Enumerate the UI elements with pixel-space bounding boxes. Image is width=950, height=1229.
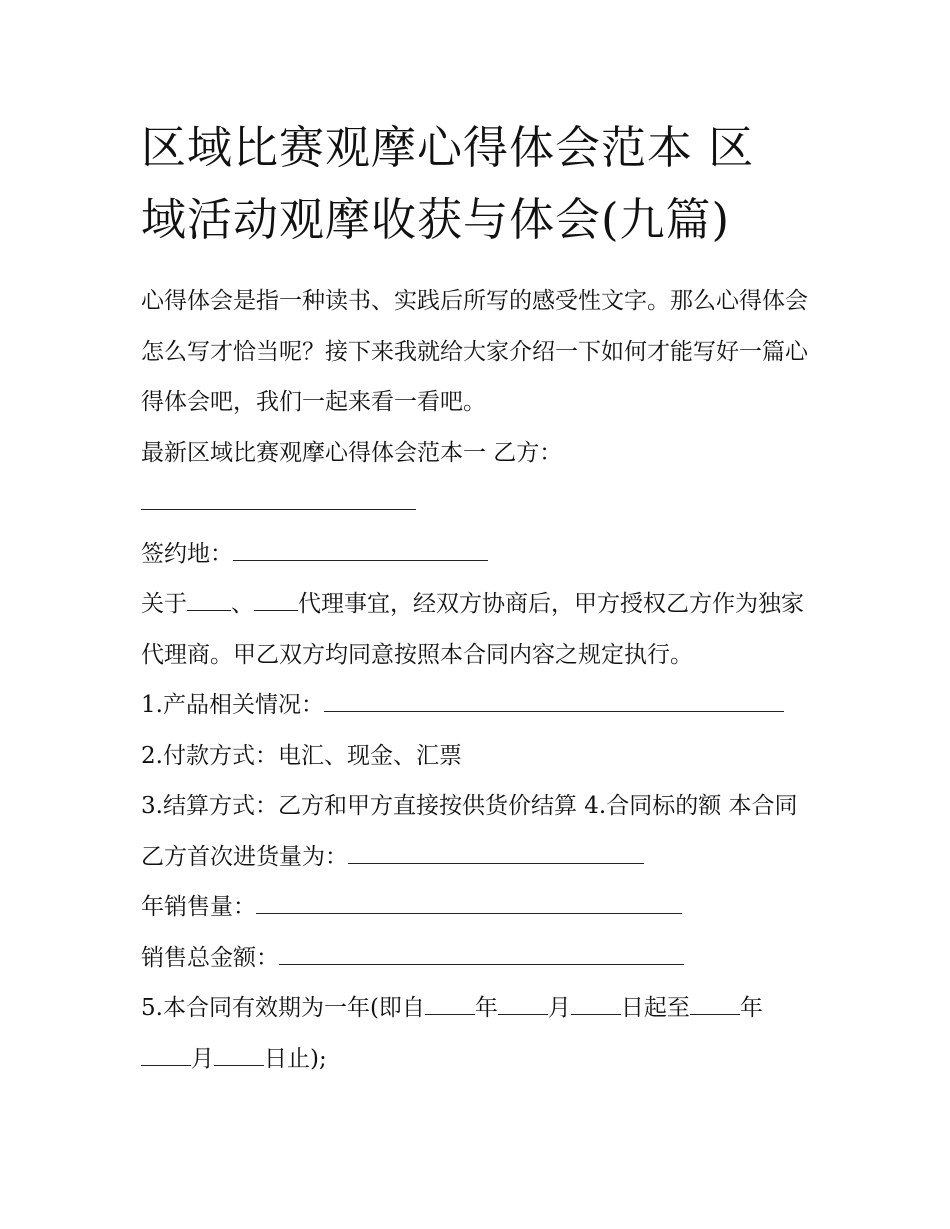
total-sales-blank [279, 938, 684, 965]
document-title [141, 112, 811, 256]
party-b-blank-line [141, 478, 811, 529]
item-5-paragraph [141, 983, 811, 1084]
sign-place-label: 签约地： [141, 540, 233, 567]
start-day-label: 日起至 [620, 995, 690, 1021]
start-year-label: 年 [474, 995, 498, 1021]
agency-blank-2 [254, 584, 298, 611]
agency-prefix: 关于 [141, 591, 187, 617]
item-1-line [141, 680, 811, 731]
start-month-label: 月 [547, 995, 571, 1021]
section-heading: 最新区域比赛观摩心得体会范本一 乙方： [141, 439, 563, 466]
party-b-blank [141, 483, 416, 510]
start-month-blank [498, 988, 548, 1015]
annual-sales-line [141, 882, 811, 933]
item-1-label: 1.产品相关情况： [141, 692, 324, 718]
start-day-blank [571, 988, 621, 1015]
start-year-blank [425, 988, 475, 1015]
intro-paragraph: 心得体会是指一种读书、实践后所写的感受性文字。那么心得体会怎么写才恰当呢？接下来我就给大家介绍一下如何才能写好一篇心得体会吧，我们一起来看一看吧。 [141, 288, 808, 415]
end-year-label: 年 [739, 995, 763, 1021]
item-2-line: 2.付款方式：电汇、现金、汇票 [141, 742, 462, 769]
end-month-label: 月 [191, 1045, 214, 1072]
item-5-prefix: 5.本合同有效期为一年(即自 [141, 995, 425, 1021]
item-3-text: 3.结算方式：乙方和甲方直接按供货价结算 4.合同标的额 本合同乙方首次进货量为： [141, 793, 798, 870]
document-page [141, 112, 811, 1084]
total-sales-label: 销售总金额： [141, 944, 279, 971]
sign-place-blank [233, 534, 488, 561]
agency-sep: 、 [231, 591, 254, 617]
sign-place-line [141, 529, 811, 580]
end-day-blank [214, 1039, 264, 1066]
annual-sales-blank [256, 887, 682, 914]
end-year-blank [690, 988, 740, 1015]
item-3-paragraph [141, 781, 811, 882]
document-body [141, 276, 811, 1084]
item-1-blank [324, 685, 784, 712]
title-line-1: 区域比赛观摩心得体会范本 区 [141, 121, 755, 174]
agency-blank-1 [187, 584, 231, 611]
total-sales-line [141, 933, 811, 984]
item-3-blank [348, 837, 644, 864]
end-day-label: 日止); [264, 1045, 327, 1072]
annual-sales-label: 年销售量： [141, 894, 256, 920]
end-month-blank [141, 1039, 191, 1066]
title-line-2: 域活动观摩收获与体会(九篇) [141, 193, 731, 246]
agency-text: 代理事宜，经双方协商后，甲方授权乙方作为独家代理商。甲乙双方均同意按照本合同内容之规定执行。 [141, 591, 804, 668]
agency-paragraph [141, 579, 811, 680]
